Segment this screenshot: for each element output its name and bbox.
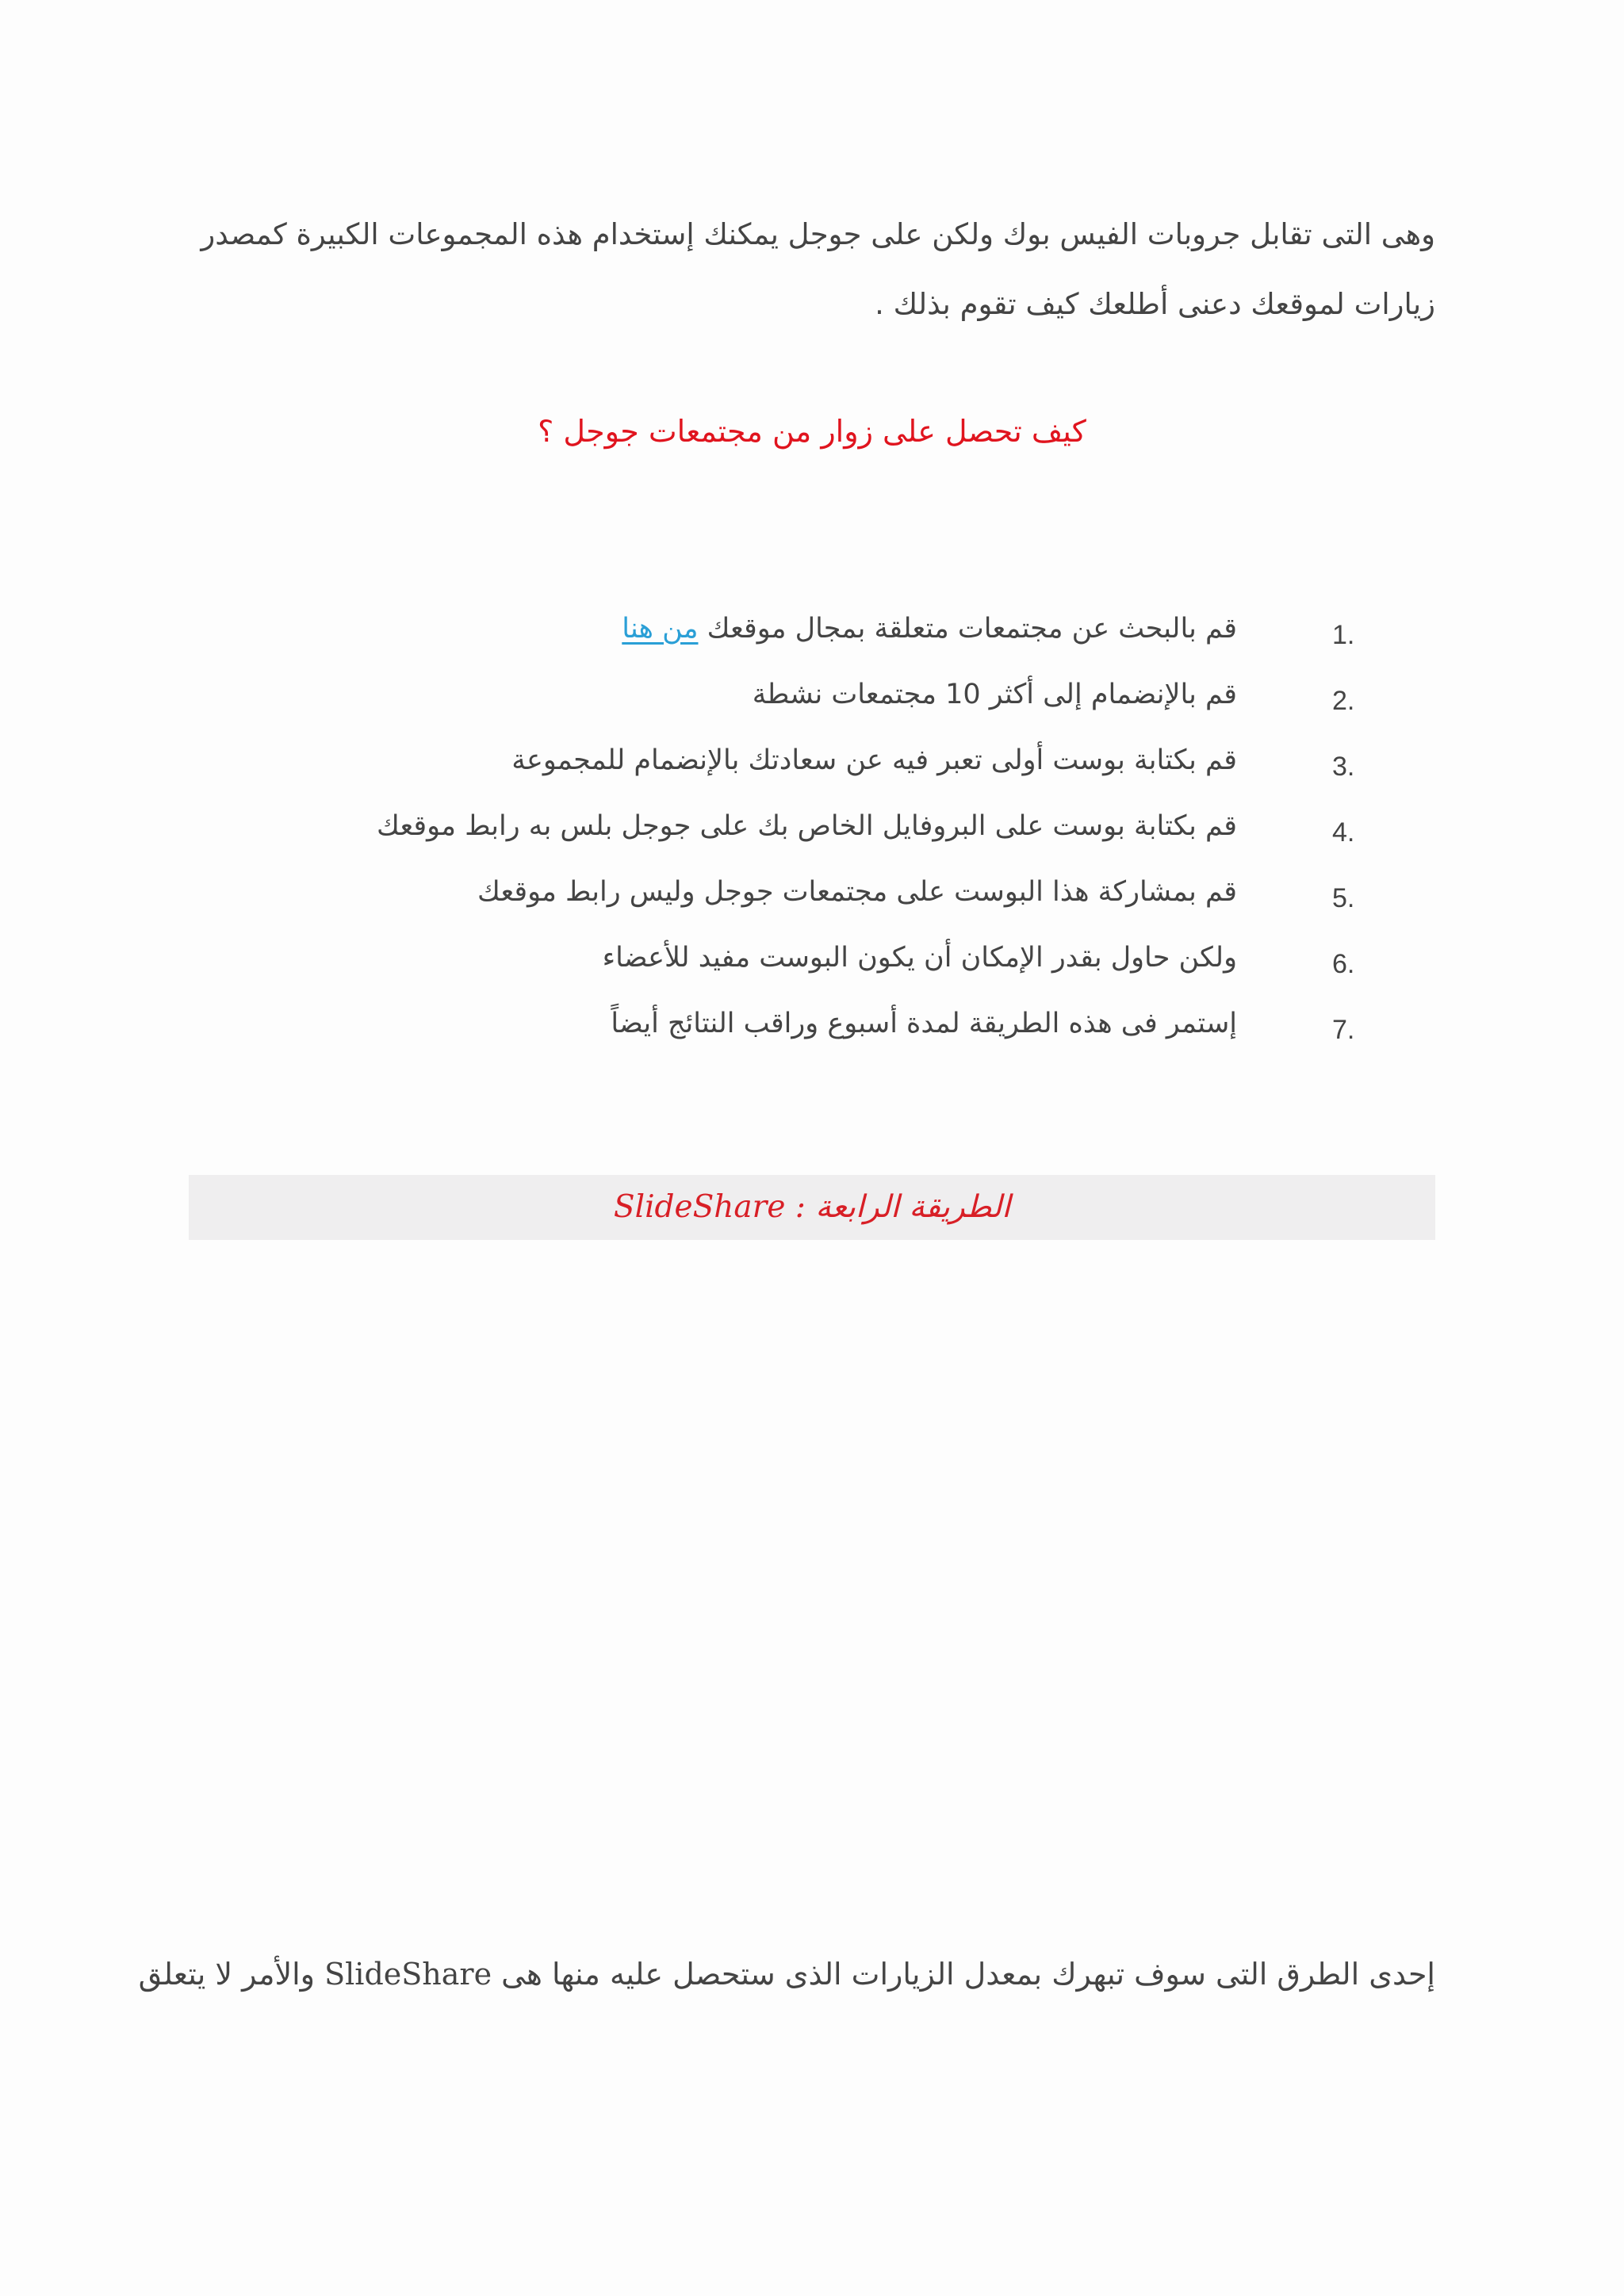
- here-link[interactable]: من هنا: [622, 613, 699, 645]
- intro-line-1: وهى التى تقابل جروبات الفيس بوك ولكن على جوجل يمكنك إستخدام هذه المجموعات الكبيرة كمصدر: [201, 217, 1435, 251]
- closing-paragraph: إحدى الطرق التى سوف تبهرك بمعدل الزيارات الذى ستحصل عليه منها هى SlideShare والأمر لا يتعلق: [138, 1957, 1435, 1992]
- list-item: [238, 667, 1364, 733]
- intro-line-2: زيارات لموقعك دعنى أطلعك كيف تقوم بذلك .: [875, 287, 1435, 321]
- list-item: [238, 601, 1364, 667]
- intro-paragraph: [201, 200, 1435, 339]
- list-item: [238, 798, 1364, 864]
- step-text: قم بالإنضمام إلى أكثر 10 مجتمعات نشطة: [752, 679, 1237, 710]
- step-number: 4.: [1332, 817, 1355, 848]
- list-item: [238, 996, 1364, 1062]
- step-number: 3.: [1332, 752, 1355, 782]
- step-text: قم بمشاركة هذا البوست على مجتمعات جوجل وليس رابط موقعك: [477, 876, 1237, 908]
- step-number: 2.: [1332, 686, 1355, 716]
- step-text: قم بالبحث عن مجتمعات متعلقة بمجال موقعك: [698, 613, 1237, 645]
- section-heading: كيف تحصل على زوار من مجتمعات جوجل ؟: [538, 414, 1086, 449]
- steps-list: [238, 601, 1364, 1062]
- list-item: [238, 864, 1364, 930]
- step-text: قم بكتابة بوست على البروفايل الخاص بك على جوجل بلس به رابط موقعك: [377, 810, 1237, 842]
- method-title: الطريقة الرابعة : SlideShare: [613, 1189, 1011, 1225]
- step-number: 6.: [1332, 949, 1355, 979]
- step-number: 7.: [1332, 1015, 1355, 1045]
- step-number: 5.: [1332, 883, 1355, 913]
- step-number: 1.: [1332, 620, 1355, 650]
- list-item: [238, 733, 1364, 798]
- method-title-band: [189, 1175, 1435, 1240]
- step-text: ولكن حاول بقدر الإمكان أن يكون البوست مفيد للأعضاء: [602, 942, 1237, 974]
- step-text: قم بكتابة بوست أولى تعبر فيه عن سعادتك بالإنضمام للمجموعة: [511, 744, 1237, 776]
- step-text: إستمر فى هذه الطريقة لمدة أسبوع وراقب النتائج أيضاً: [611, 1008, 1237, 1039]
- list-item: [238, 930, 1364, 996]
